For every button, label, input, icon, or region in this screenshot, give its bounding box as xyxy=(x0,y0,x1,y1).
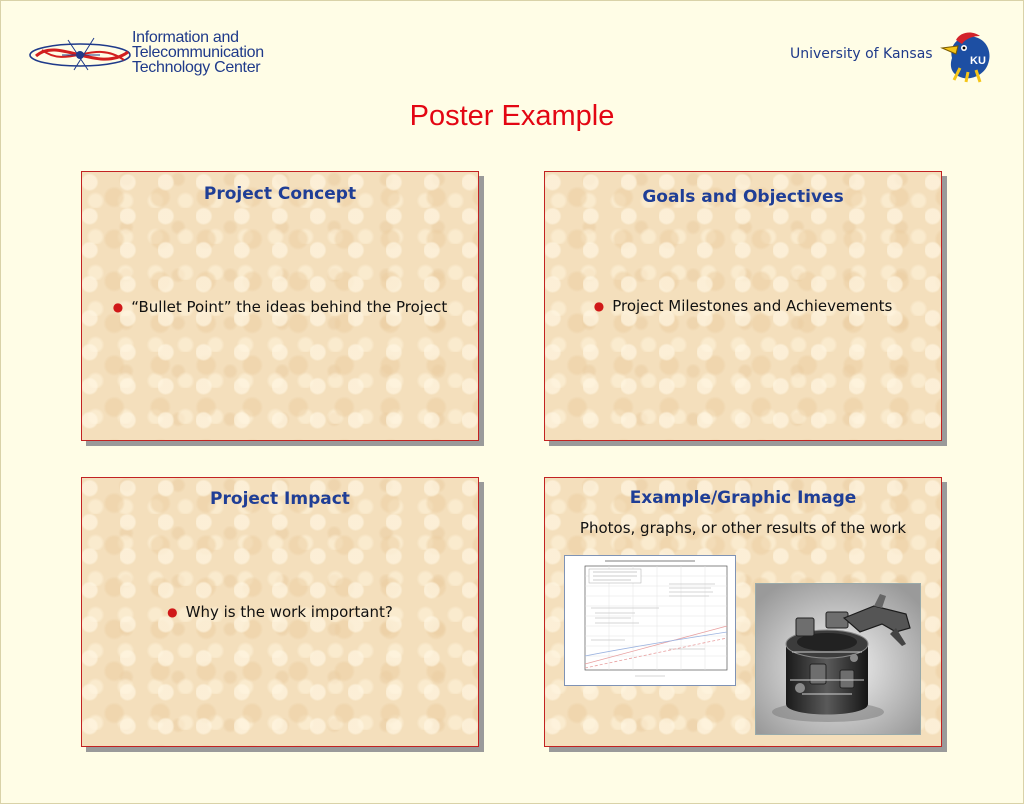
panel-example-graphic xyxy=(544,477,942,747)
page-title: Poster Example xyxy=(409,100,615,132)
panel-title: Project Impact xyxy=(210,489,350,509)
panel-goals-objectives xyxy=(544,171,942,441)
graph-picture xyxy=(565,556,735,685)
bullet-item xyxy=(82,603,478,621)
university-name: University of Kansas xyxy=(790,46,933,62)
panel-project-concept xyxy=(81,171,479,441)
bullet-text: “Bullet Point” the ideas behind the Project xyxy=(131,298,448,316)
org-line-3: Technology Center xyxy=(132,59,261,76)
ittc-logo xyxy=(28,30,268,80)
panel-subtitle: Photos, graphs, or other results of the work xyxy=(579,519,907,537)
bullet-item xyxy=(545,297,941,315)
org-name xyxy=(132,30,264,75)
itc-logo-icon xyxy=(28,30,133,80)
bullet-icon: ● xyxy=(112,300,124,314)
bullet-icon: ● xyxy=(593,299,605,313)
bullet-item xyxy=(82,298,478,316)
bullet-icon: ● xyxy=(167,605,178,619)
org-line-2: Telecommunication xyxy=(132,44,264,61)
panel-title: Project Concept xyxy=(203,184,357,204)
panel-project-impact xyxy=(81,477,479,747)
panel-title: Example/Graphic Image xyxy=(629,488,857,508)
example-graph-image xyxy=(564,555,736,686)
org-line-1: Information and xyxy=(132,29,239,46)
robot-picture xyxy=(756,584,920,734)
jayhawk-icon xyxy=(938,28,998,84)
bullet-text: Why is the work important? xyxy=(185,603,393,621)
bullet-text: Project Milestones and Achievements xyxy=(612,297,893,315)
example-photo-image xyxy=(755,583,921,735)
badge-text: KU xyxy=(970,55,986,67)
panel-title: Goals and Objectives xyxy=(642,187,844,207)
